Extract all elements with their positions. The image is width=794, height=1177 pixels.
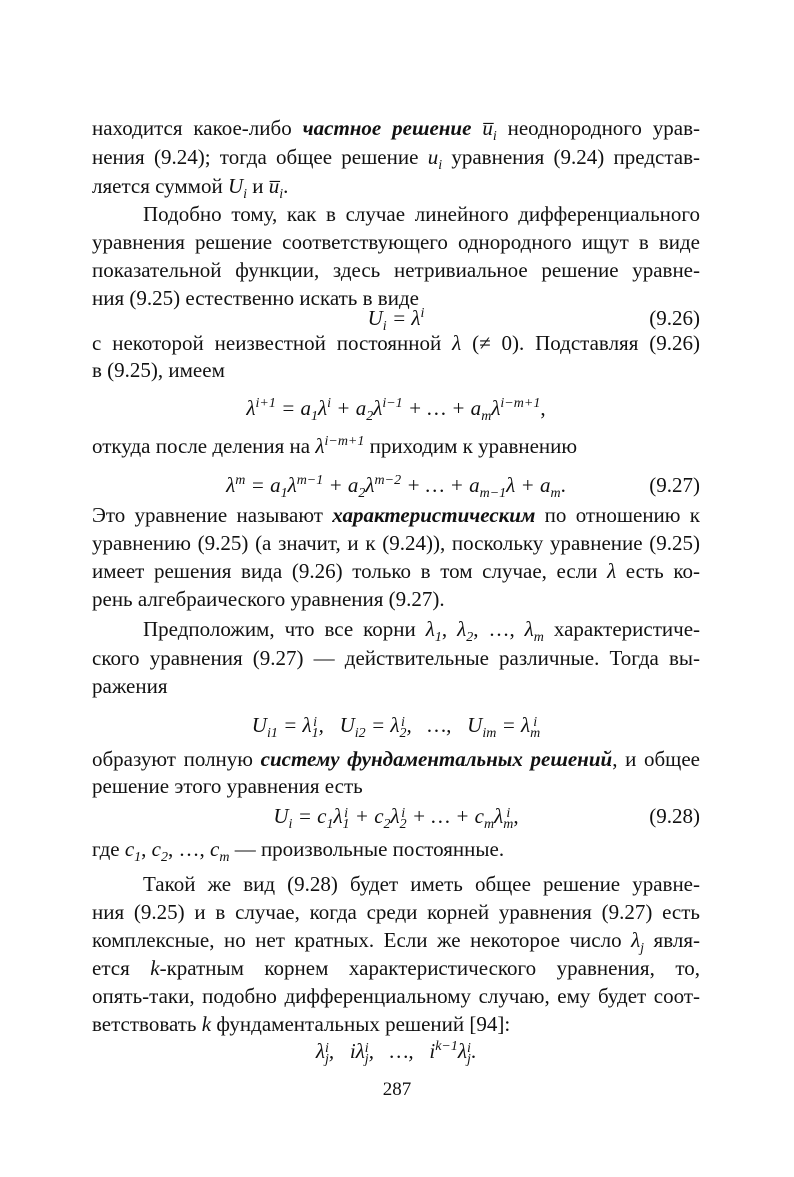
segment-text: λ — [524, 617, 534, 641]
text — [497, 116, 700, 140]
segment-text: λ — [411, 306, 421, 330]
equation — [156, 306, 636, 335]
text-line — [92, 533, 700, 553]
superscript: i−1 — [382, 396, 403, 411]
text — [143, 617, 426, 641]
subscript: 1 — [134, 850, 142, 866]
text — [247, 174, 269, 198]
superscript: i — [420, 306, 425, 321]
text — [92, 900, 700, 924]
math — [246, 396, 275, 420]
subscript: j — [466, 1052, 471, 1068]
segment-text: U — [367, 306, 383, 330]
segment-text: k — [201, 1012, 212, 1036]
math — [323, 473, 366, 502]
text-line — [92, 958, 700, 978]
segment-text: фундаментальных решений [94]: — [211, 1012, 511, 1036]
equation — [156, 473, 636, 502]
segment-text: u̅ — [268, 174, 280, 198]
segment-text: ского уравнения (9.27) — действительные различные. Тогда вы- — [92, 646, 700, 670]
text — [92, 503, 332, 527]
subscript: m — [530, 726, 541, 742]
subscript: i — [243, 187, 248, 203]
text — [92, 434, 315, 458]
segment-text: = λ — [496, 713, 531, 737]
segment-text: λ — [390, 804, 400, 828]
math — [275, 396, 319, 425]
text — [92, 747, 261, 771]
math — [251, 713, 278, 742]
superscript: i — [533, 715, 538, 731]
segment-text: , — [513, 804, 519, 828]
math — [390, 804, 407, 833]
math — [209, 837, 230, 866]
segment-text: . — [470, 1039, 477, 1063]
segment-text: . — [283, 174, 289, 198]
math — [457, 617, 474, 646]
text — [229, 837, 504, 861]
text-line — [143, 617, 701, 646]
segment-text: = a — [275, 396, 312, 420]
segment-text: λ — [315, 1039, 325, 1063]
segment-text: , и общее — [612, 747, 700, 771]
superscript: m — [235, 473, 246, 488]
segment-text: U — [251, 713, 267, 737]
math — [425, 617, 442, 646]
text-line — [92, 928, 700, 957]
equation — [156, 713, 636, 742]
text — [92, 331, 452, 355]
text — [283, 174, 288, 198]
math — [318, 396, 331, 420]
subscript: i — [288, 817, 293, 833]
text — [92, 258, 700, 282]
math — [457, 1039, 471, 1068]
segment-text: систему фундаментальных решений — [260, 747, 613, 771]
segment-text: ветствовать — [92, 1012, 202, 1036]
segment-text: (≠ 0). Подставляя (9.26) — [461, 331, 700, 355]
text — [92, 1012, 202, 1036]
math — [367, 306, 387, 335]
segment-text: уравнения решение соответствующего однородного ищут в виде — [92, 230, 700, 254]
math — [406, 713, 497, 742]
segment-text: + c — [349, 804, 384, 828]
segment-text: = λ — [277, 713, 312, 737]
segment-text: уравнению (9.25) (а значит, и к (9.24)), поскольку уравнение (9.25) — [92, 531, 700, 555]
text — [92, 145, 428, 169]
segment-text: находится какое-либо — [92, 116, 303, 140]
math — [227, 174, 248, 203]
text-line — [92, 333, 700, 353]
text — [442, 617, 457, 641]
segment-text: . — [560, 473, 566, 497]
emphasized-term — [303, 116, 472, 140]
text — [513, 804, 518, 828]
segment-text: где — [92, 837, 125, 861]
text — [461, 331, 700, 355]
segment-text: решение этого уравнения есть — [92, 774, 363, 798]
segment-text: λ — [315, 434, 325, 458]
segment-text — [471, 116, 482, 140]
superscript: i — [327, 396, 332, 411]
segment-text: c — [151, 837, 161, 861]
subscript: j — [364, 1052, 369, 1068]
text-line — [92, 145, 700, 174]
text — [141, 837, 152, 861]
segment-text: + … + c — [406, 804, 484, 828]
text-line — [143, 204, 700, 224]
text — [160, 956, 700, 980]
equation — [156, 804, 636, 833]
segment-text: λ — [631, 928, 641, 952]
segment-text: + … + a — [402, 396, 482, 420]
text — [92, 837, 125, 861]
segment-text: λ — [425, 617, 435, 641]
subscript: 1 — [434, 630, 442, 646]
segment-text: , …, — [473, 617, 525, 641]
text-line — [92, 505, 700, 525]
segment-text: λ — [491, 396, 501, 420]
text — [92, 928, 631, 952]
segment-text: u — [427, 145, 439, 169]
superscript: i — [401, 715, 405, 731]
segment-text: = — [386, 306, 412, 330]
text-line — [92, 288, 700, 308]
subscript: 2 — [466, 630, 474, 646]
subscript: 2 — [399, 817, 407, 833]
segment-text: с некоторой неизвестной постоянной — [92, 331, 453, 355]
segment-text: нения (9.24); тогда общее решение — [92, 145, 428, 169]
text — [561, 473, 566, 497]
math — [631, 928, 645, 957]
segment-text: по отношению к — [535, 503, 700, 527]
math — [328, 1039, 369, 1068]
segment-text: + a — [331, 396, 367, 420]
segment-text: , U — [318, 713, 355, 737]
segment-text: комплексные, но нет кратных. Если же некоторое число — [92, 928, 632, 952]
segment-text: c — [209, 837, 220, 861]
math — [315, 434, 364, 458]
subscript: 1 — [311, 409, 319, 425]
subscript: m — [550, 486, 561, 502]
segment-text: = c — [292, 804, 327, 828]
superscript: i — [401, 806, 406, 822]
subscript: m — [219, 850, 230, 866]
math — [273, 804, 293, 833]
text — [471, 116, 482, 140]
math — [277, 713, 319, 742]
math — [365, 713, 407, 742]
emphasized-term — [261, 747, 613, 771]
text-line — [92, 360, 700, 380]
text — [92, 559, 607, 583]
math — [401, 473, 507, 502]
segment-text: λ — [607, 559, 617, 583]
math — [373, 396, 402, 420]
equation — [156, 396, 636, 425]
text-line — [92, 589, 700, 609]
math — [427, 145, 443, 174]
subscript: m−1 — [479, 486, 507, 502]
math — [151, 837, 168, 866]
text — [92, 646, 700, 670]
math — [387, 306, 412, 330]
segment-text: λ — [226, 473, 236, 497]
math — [369, 1039, 458, 1063]
math — [607, 559, 616, 583]
segment-text: λ — [333, 804, 343, 828]
segment-text: Предположим, что все корни — [143, 617, 426, 641]
superscript: k−1 — [435, 1039, 458, 1054]
segment-text: λ — [452, 331, 462, 355]
math — [452, 331, 461, 355]
text — [143, 872, 700, 896]
segment-text: Это уравнение называют — [92, 503, 333, 527]
segment-text: λ — [246, 396, 256, 420]
page-number: 287 — [382, 1079, 412, 1100]
segment-text: u̅ — [482, 116, 493, 140]
text — [616, 559, 700, 583]
segment-text: ражения — [92, 674, 168, 698]
segment-text: приходим к уравнению — [364, 434, 578, 458]
subscript: 1 — [326, 817, 334, 833]
math — [318, 713, 366, 742]
segment-text: λ — [287, 473, 297, 497]
math — [288, 473, 324, 497]
text — [92, 956, 150, 980]
subscript: 1 — [280, 486, 288, 502]
text — [92, 116, 303, 140]
segment-text: U — [273, 804, 289, 828]
subscript: i — [438, 158, 443, 174]
segment-text: образуют полную — [92, 747, 261, 771]
subscript: m — [481, 409, 492, 425]
math — [292, 804, 334, 833]
subscript: i — [382, 319, 387, 335]
subscript: 2 — [358, 486, 366, 502]
text — [473, 617, 524, 641]
superscript: i+1 — [255, 396, 276, 411]
text — [544, 617, 700, 641]
segment-text: показательной функции, здесь нетривиальное решение уравне- — [92, 258, 700, 282]
equation-number: (9.28) — [649, 804, 700, 828]
text — [92, 174, 228, 198]
segment-text: рень алгебраического уравнения (9.27). — [92, 587, 445, 611]
text-line — [92, 1014, 700, 1034]
superscript: i — [364, 1041, 369, 1057]
segment-text: — произвольные постоянные. — [229, 837, 505, 861]
segment-text: λ — [494, 804, 504, 828]
segment-text: в (9.25), имеем — [92, 358, 225, 382]
math — [494, 804, 514, 833]
segment-text: λ + a — [506, 473, 551, 497]
text — [168, 837, 210, 861]
text-line — [92, 174, 700, 203]
segment-text: уравнения (9.24) представ- — [442, 145, 700, 169]
text-line — [92, 561, 700, 581]
text-line — [92, 648, 700, 668]
subscript: m — [484, 817, 495, 833]
math — [524, 617, 544, 646]
text-line — [92, 436, 700, 456]
math — [496, 713, 541, 742]
subscript: 2 — [383, 817, 391, 833]
segment-text: , — [141, 837, 152, 861]
subscript: 2 — [160, 850, 168, 866]
text-line — [92, 837, 700, 866]
segment-text: Такой же вид (9.28) будет иметь общее решение уравне- — [143, 872, 700, 896]
superscript: m−2 — [374, 473, 402, 488]
subscript: m — [503, 817, 514, 833]
segment-text: -кратным корнем характеристического уравнения, то, — [159, 956, 701, 980]
segment-text: + a — [323, 473, 359, 497]
math — [506, 473, 561, 502]
subscript: i — [492, 129, 497, 145]
text — [92, 358, 225, 382]
segment-text: ется — [92, 956, 151, 980]
equation-number: (9.27) — [649, 473, 700, 497]
segment-text: k — [150, 956, 160, 980]
segment-text: U — [227, 174, 244, 198]
segment-text: + … + a — [401, 473, 480, 497]
text — [364, 434, 577, 458]
text — [92, 984, 700, 1008]
superscript: i−m+1 — [500, 396, 541, 411]
math — [411, 306, 424, 330]
subscript: j — [324, 1052, 329, 1068]
subscript: 2 — [366, 409, 374, 425]
superscript: i — [506, 806, 511, 822]
segment-text: , …, i — [368, 1039, 436, 1063]
text — [211, 1012, 510, 1036]
segment-text: откуда после деления на — [92, 434, 316, 458]
subscript: i — [279, 187, 284, 203]
subscript: j — [640, 941, 645, 957]
segment-text: = a — [245, 473, 281, 497]
math — [406, 804, 495, 833]
text — [644, 928, 700, 952]
subscript: i2 — [354, 726, 366, 742]
math — [150, 956, 159, 980]
emphasized-term — [332, 503, 535, 527]
superscript: i — [313, 715, 318, 731]
segment-text: c — [124, 837, 135, 861]
text — [471, 1039, 476, 1063]
segment-text: λ — [318, 396, 328, 420]
math — [226, 473, 245, 497]
superscript: i — [344, 806, 348, 822]
segment-text: ния (9.25) естественно искать в виде — [92, 286, 419, 310]
math — [245, 473, 288, 502]
text — [442, 145, 700, 169]
subscript: m — [533, 630, 544, 646]
segment-text: , iλ — [328, 1039, 365, 1063]
superscript: i — [466, 1041, 471, 1057]
text — [92, 531, 700, 555]
math — [365, 473, 401, 497]
math — [268, 174, 284, 203]
text — [92, 587, 445, 611]
math — [331, 396, 374, 425]
equation — [156, 1039, 636, 1068]
segment-text: ляется суммой — [92, 174, 228, 198]
segment-text: , — [540, 396, 546, 420]
subscript: im — [482, 726, 497, 742]
segment-text: неоднородного урав- — [496, 116, 701, 140]
equation-number: (9.26) — [649, 306, 700, 330]
text-line — [92, 902, 700, 922]
text — [92, 230, 700, 254]
segment-text: λ — [457, 1039, 467, 1063]
segment-text: характеристиче- — [543, 617, 701, 641]
segment-text: , — [441, 617, 458, 641]
math — [349, 804, 391, 833]
superscript: i−m+1 — [324, 434, 365, 449]
math — [202, 1012, 211, 1036]
segment-text: и — [247, 174, 269, 198]
segment-text: Подобно тому, как в случае линейного дифференциального — [143, 202, 700, 226]
subscript: i1 — [266, 726, 278, 742]
text — [92, 674, 168, 698]
segment-text: , …, U — [406, 713, 483, 737]
superscript: m−1 — [296, 473, 324, 488]
segment-text: есть ко- — [616, 559, 700, 583]
text — [143, 202, 700, 226]
text-line — [92, 116, 701, 145]
segment-text: λ — [365, 473, 375, 497]
segment-text: , …, — [167, 837, 210, 861]
segment-text: опять-таки, подобно дифференциальному случаю, ему будет соот- — [92, 984, 700, 1008]
segment-text: явля- — [644, 928, 700, 952]
segment-text: = λ — [365, 713, 400, 737]
subscript: 2 — [399, 726, 407, 742]
math — [491, 396, 540, 420]
text — [612, 747, 700, 771]
text-line — [92, 260, 700, 280]
text-line — [92, 232, 700, 252]
superscript: i — [324, 1041, 329, 1057]
text-line — [92, 776, 700, 796]
text — [535, 503, 700, 527]
math — [333, 804, 350, 833]
segment-text: ния (9.25) и в случае, когда среди корней уравнения (9.27) есть — [92, 900, 700, 924]
text-line — [92, 986, 700, 1006]
math — [315, 1039, 329, 1068]
segment-text: λ — [457, 617, 467, 641]
segment-text: имеет решения вида (9.26) только в том случае, если — [92, 559, 608, 583]
segment-text: характеристическим — [332, 503, 536, 527]
subscript: 1 — [342, 817, 350, 833]
subscript: 1 — [311, 726, 319, 742]
text — [92, 774, 363, 798]
math — [482, 116, 497, 145]
text — [540, 396, 545, 420]
segment-text: λ — [373, 396, 383, 420]
math — [124, 837, 142, 866]
text-line — [143, 874, 700, 894]
math — [402, 396, 492, 425]
text-line — [92, 676, 700, 696]
text-line — [92, 749, 700, 769]
segment-text: частное решение — [302, 116, 472, 140]
